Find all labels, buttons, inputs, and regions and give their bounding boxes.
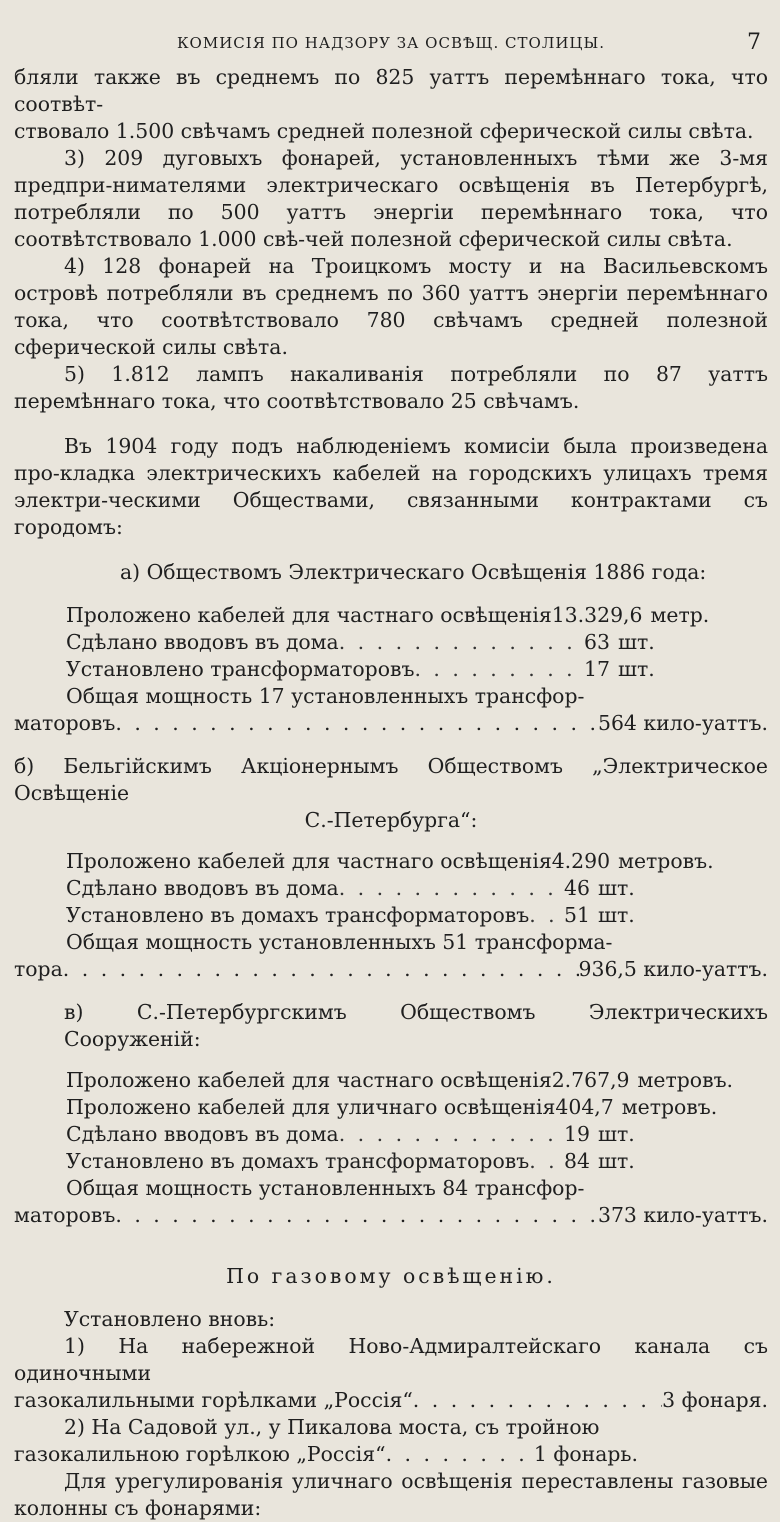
- row-label: Сдѣлано вводовъ въ дома: [66, 1122, 339, 1146]
- gas-installed: Установлено вновь:: [64, 1307, 276, 1331]
- power-row: [14, 1202, 768, 1229]
- row-value: 404,7: [555, 1095, 614, 1119]
- row-label: Проложено кабелей для частнаго освѣщенія: [66, 603, 552, 627]
- row-unit: шт.: [598, 1122, 635, 1146]
- table-row: [14, 602, 768, 629]
- table-row: [14, 656, 768, 683]
- row-label: Сдѣлано вводовъ въ дома: [66, 876, 339, 900]
- running-title: КОМИСІЯ ПО НАДЗОРУ ЗА ОСВѢЩ. СТОЛИЦЫ.: [176, 34, 606, 52]
- row-value: 2.767,9: [551, 1068, 630, 1092]
- row-label: Проложено кабелей для частнаго освѣщенія: [66, 1068, 552, 1092]
- table-row: [14, 1067, 768, 1094]
- page-header: [14, 30, 768, 64]
- row-unit: шт.: [598, 1149, 635, 1173]
- cables-intro: Въ 1904 году подъ наблюденіемъ комисіи была произведена про-кладка электрическихъ кабелей на городскихъ улицахъ тремя электри-ческими Обществами, связанными контрактами съ городомъ:: [14, 434, 768, 539]
- page-number: 7: [747, 30, 762, 55]
- row-value: 19: [564, 1122, 590, 1146]
- gas-item-1-value: 3 фонаря.: [662, 1388, 768, 1412]
- row-unit: метровъ.: [621, 1095, 718, 1119]
- row-unit: шт.: [618, 657, 655, 681]
- power-row: [14, 710, 768, 737]
- table-row: [14, 629, 768, 656]
- gas-closing: Для урегулированія уличнаго освѣщенія переставлены газовые колонны съ фонарями:: [14, 1469, 768, 1520]
- power-line-1: Общая мощность установленныхъ 51 трансформа-: [66, 930, 613, 954]
- power-value: 373 кило-уаттъ.: [597, 1203, 768, 1227]
- row-value: 4.290: [551, 849, 611, 873]
- power-line-2: тора: [14, 957, 63, 981]
- section-b-title-line-1: б) Бельгійскимъ Акціонернымъ Обществомъ „Электрическое Освѣщеніе: [14, 754, 768, 805]
- gas-item-2-line-1: 2) На Садовой ул., у Пикалова моста, съ тройною: [64, 1415, 600, 1439]
- row-value: 46: [564, 876, 590, 900]
- gas-item-1-row: [14, 1387, 768, 1414]
- row-value: 13.329,6: [551, 603, 643, 627]
- section-c-title: в) С.-Петербургскимъ Обществомъ Электрическихъ Сооруженій:: [64, 1000, 768, 1051]
- table-row: [14, 1094, 768, 1121]
- row-value: 51: [564, 903, 590, 927]
- gas-item-2-row: [14, 1441, 768, 1468]
- gas-heading: По газовому освѣщенію.: [226, 1264, 556, 1288]
- row-unit: метровъ.: [637, 1068, 734, 1092]
- intro-line-2: ствовало 1.500 свѣчамъ средней полезной сферической силы свѣта.: [14, 119, 754, 143]
- row-label: Установлено въ домахъ трансформаторовъ: [66, 903, 530, 927]
- row-unit: шт.: [598, 903, 635, 927]
- table-row: [14, 1148, 768, 1175]
- section-a-title: а) Обществомъ Электрическаго Освѣщенія 1886 года:: [120, 560, 707, 584]
- section-b-title-line-2: С.-Петербурга“:: [304, 808, 478, 832]
- section-a-list: [14, 602, 768, 737]
- table-row: [14, 875, 768, 902]
- power-row: [14, 956, 768, 983]
- power-line-2: маторовъ: [14, 1203, 116, 1227]
- row-value: 17: [584, 657, 610, 681]
- row-unit: шт.: [618, 630, 655, 654]
- row-unit: метровъ.: [618, 849, 714, 873]
- section-b-list: [14, 848, 768, 983]
- row-value: 63: [584, 630, 610, 654]
- row-label: Сдѣлано вводовъ въ дома: [66, 630, 339, 654]
- intro-line-1: бляли также въ среднемъ по 825 уаттъ перемѣннаго тока, что соотвѣт-: [14, 65, 768, 116]
- row-unit: метр.: [650, 603, 710, 627]
- paragraph-item-4: 4) 128 фонарей на Троицкомъ мосту и на Васильевскомъ островѣ потребляли въ среднемъ по 360 уаттъ энергіи перемѣннаго тока, что соотвѣтствовало 780 свѣчамъ средней полезной сферической силы свѣта.: [14, 254, 768, 359]
- table-row: [14, 1121, 768, 1148]
- power-value: 936,5 кило-уаттъ.: [578, 957, 768, 981]
- gas-item-2-line-2: газокалильною горѣлкою „Россія“: [14, 1442, 386, 1466]
- gas-item-1-line-2: газокалильными горѣлками „Россія“: [14, 1388, 413, 1412]
- paragraph-item-3: 3) 209 дуговыхъ фонарей, установленныхъ тѣми же 3-мя предпри-нимателями электрическаго освѣщенія въ Петербургѣ, потребляли по 500 уаттъ энергіи перемѣннаго тока, что соотвѣтствовало 1.000 свѣ-чей полезной сферической силы свѣта.: [14, 146, 768, 251]
- power-line-2: маторовъ: [14, 711, 116, 735]
- row-unit: шт.: [598, 876, 635, 900]
- table-row: [14, 848, 768, 875]
- power-line-1: Общая мощность 17 установленныхъ трансфор-: [66, 684, 585, 708]
- row-value: 84: [564, 1149, 590, 1173]
- power-value: 564 кило-уаттъ.: [597, 711, 768, 735]
- gas-item-1-line-1: 1) На набережной Ново-Адмиралтейскаго канала съ одиночными: [14, 1334, 768, 1385]
- paragraph-item-5: 5) 1.812 лампъ накаливанія потребляли по 87 уаттъ перемѣннаго тока, что соотвѣтствовало 25 свѣчамъ.: [14, 362, 768, 413]
- row-label: Проложено кабелей для уличнаго освѣщенія: [66, 1095, 556, 1119]
- table-row: [14, 902, 768, 929]
- section-c-list: [14, 1067, 768, 1229]
- gas-item-2-value: 1 фонарь.: [533, 1442, 638, 1466]
- row-label: Установлено въ домахъ трансформаторовъ: [66, 1149, 530, 1173]
- power-line-1: Общая мощность установленныхъ 84 трансфор-: [66, 1176, 585, 1200]
- row-label: Установлено трансформаторовъ: [66, 657, 415, 681]
- row-label: Проложено кабелей для частнаго освѣщенія: [66, 849, 552, 873]
